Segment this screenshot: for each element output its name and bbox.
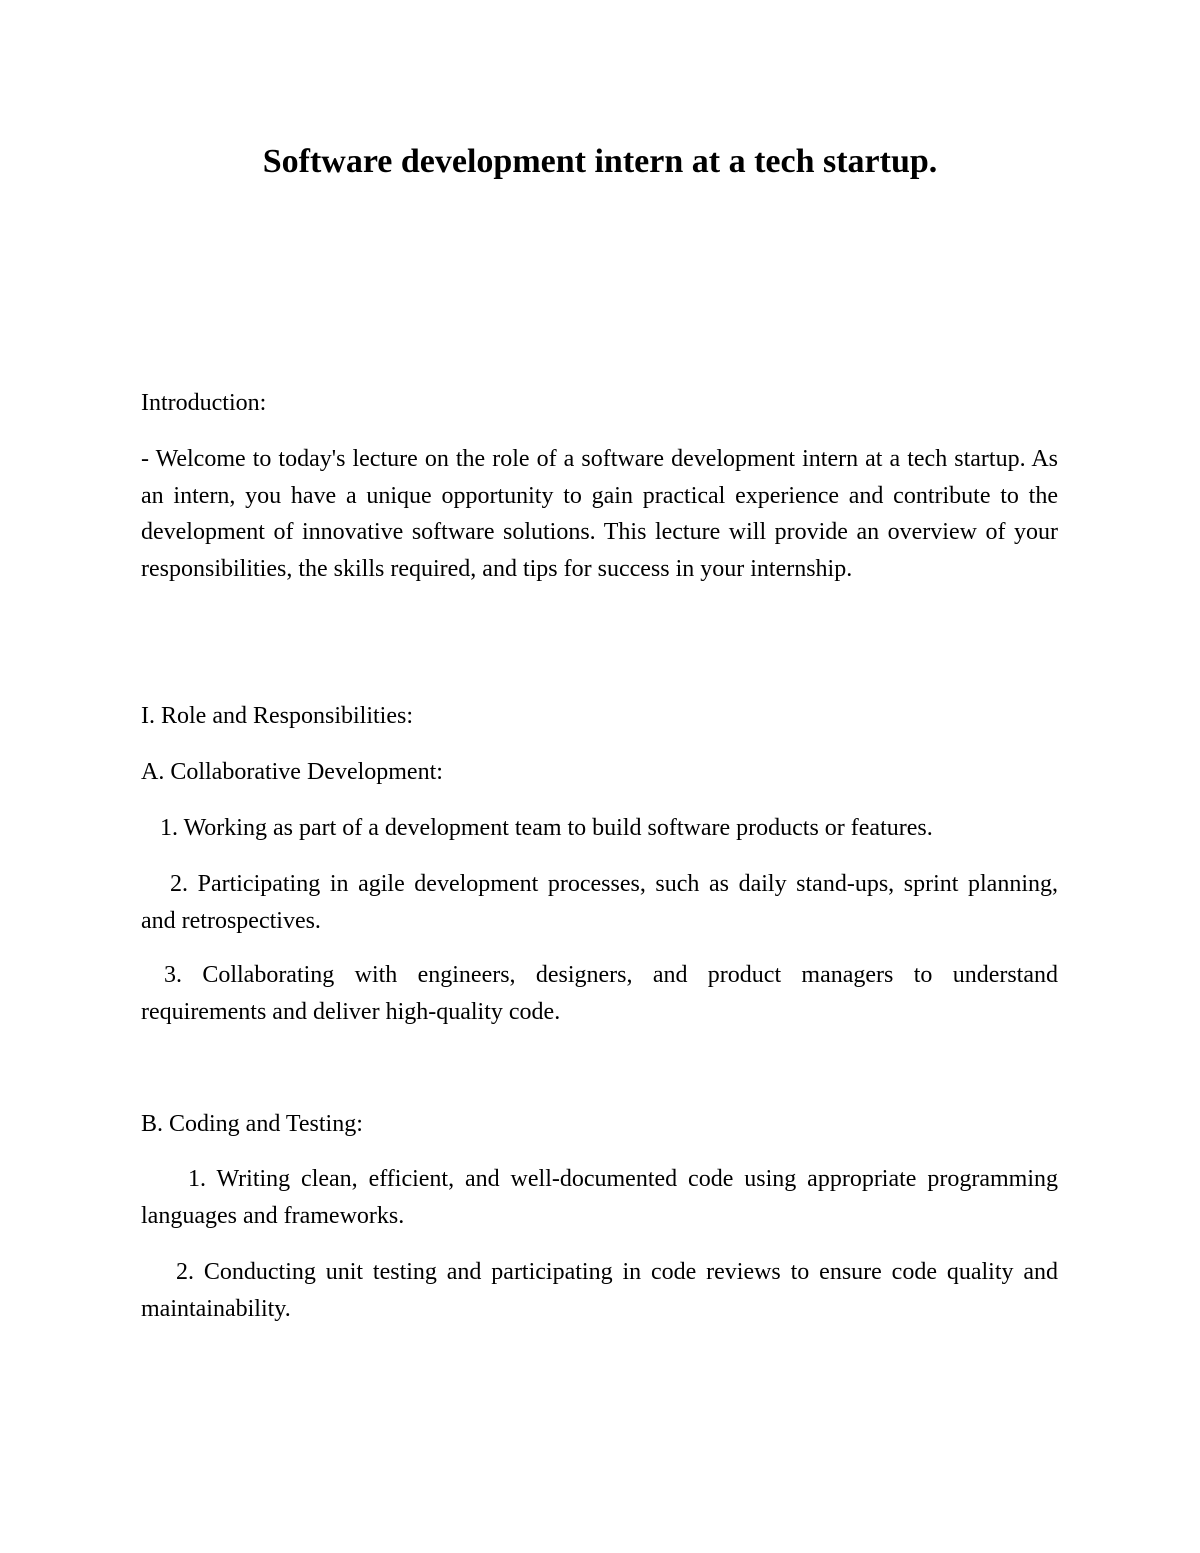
collaborative-item-1: 1. Working as part of a development team to build software products or features. (160, 815, 933, 841)
subsection-collaborative-heading: A. Collaborative Development: (141, 759, 443, 785)
intro-paragraph: - Welcome to today's lecture on the role of a software development intern at a tech startup. As an intern, you have a unique opportunity to gain practical experience and contribute to the development of innovative software solutions. This lecture will provide an overview of your responsibilities, the skills required, and tips for success in your internship. (141, 446, 1058, 582)
coding-item-2: 2. Conducting unit testing and participating in code reviews to ensure code quality and maintainability. (141, 1259, 1058, 1322)
subsection-coding-heading: B. Coding and Testing: (141, 1111, 363, 1137)
document-title: Software development intern at a tech startup. (262, 143, 938, 180)
intro-heading: Introduction: (141, 390, 267, 416)
collaborative-item-2: 2. Participating in agile development processes, such as daily stand-ups, sprint planning, and retrospectives. (141, 871, 1058, 934)
collaborative-item-3: 3. Collaborating with engineers, designers, and product managers to understand requirements and deliver high-quality code. (141, 962, 1058, 1025)
coding-item-1: 1. Writing clean, efficient, and well-documented code using appropriate programming languages and frameworks. (141, 1166, 1058, 1229)
section-role-heading: I. Role and Responsibilities: (141, 703, 413, 729)
